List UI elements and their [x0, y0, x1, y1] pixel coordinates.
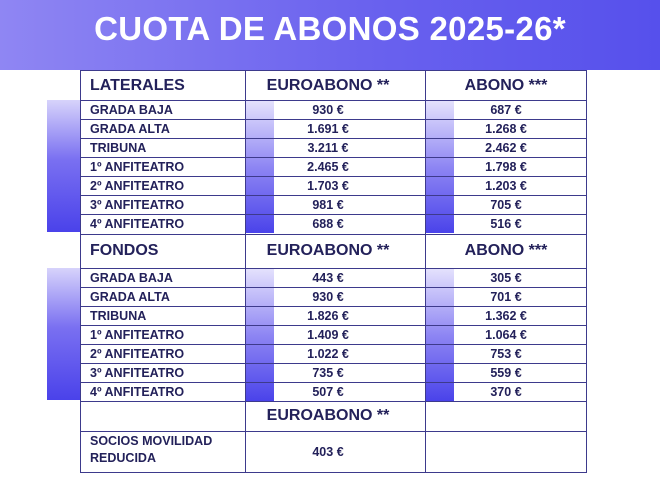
euroabono-price: 688 €	[312, 217, 344, 231]
table-row	[81, 158, 586, 177]
section-header-fondos: FONDOS	[90, 242, 159, 259]
abono-price: 705 €	[490, 198, 522, 212]
column-header-euroabono-movilidad: EUROABONO **	[266, 407, 390, 424]
section-header-laterales: LATERALES	[90, 77, 185, 94]
table-row	[81, 269, 586, 288]
price-table	[80, 70, 587, 473]
zone-name: 1º ANFITEATRO	[90, 160, 185, 174]
column-header-euroabono: EUROABONO **	[266, 77, 390, 94]
table-row	[81, 307, 586, 326]
movilidad-euroabono-value: 403 €	[312, 445, 344, 459]
zone-name: GRADA ALTA	[90, 122, 170, 136]
abono-price: 687 €	[490, 103, 522, 117]
table-row	[81, 345, 586, 364]
euroabono-price: 443 €	[312, 271, 344, 285]
abono-price: 1.268 €	[485, 122, 527, 136]
abono-price: 1.362 €	[485, 309, 527, 323]
table-row	[81, 177, 586, 196]
euroabono-price: 981 €	[312, 198, 344, 212]
table-row	[81, 139, 586, 158]
zone-name: 2º ANFITEATRO	[90, 347, 185, 361]
euroabono-price: 1.703 €	[307, 179, 349, 193]
zone-name: 2º ANFITEATRO	[90, 179, 185, 193]
euroabono-price: 930 €	[312, 290, 344, 304]
section-divider	[81, 431, 586, 432]
zone-name: GRADA BAJA	[90, 271, 173, 285]
abono-price: 1.203 €	[485, 179, 527, 193]
page-title: CUOTA DE ABONOS 2025-26*	[94, 10, 566, 47]
euroabono-price: 1.826 €	[307, 309, 349, 323]
table-row	[81, 364, 586, 383]
zone-name: TRIBUNA	[90, 141, 147, 155]
abono-price: 370 €	[490, 385, 522, 399]
zone-name: 3º ANFITEATRO	[90, 366, 185, 380]
euroabono-price: 1.691 €	[307, 122, 349, 136]
table-row	[81, 288, 586, 307]
table-row	[81, 196, 586, 215]
euroabono-price: 1.022 €	[307, 347, 349, 361]
euroabono-price: 507 €	[312, 385, 344, 399]
euroabono-price: 735 €	[312, 366, 344, 380]
zone-name: 4º ANFITEATRO	[90, 385, 185, 399]
euroabono-price: 930 €	[312, 103, 344, 117]
table-row	[81, 101, 586, 120]
abono-price: 559 €	[490, 366, 522, 380]
euroabono-price: 3.211 €	[307, 141, 349, 155]
euroabono-price: 1.409 €	[307, 328, 349, 342]
side-band-fondos	[47, 268, 81, 400]
abono-price: 753 €	[490, 347, 522, 361]
movilidad-label: SOCIOS MOVILIDAD REDUCIDA	[90, 434, 213, 465]
abono-price: 1.064 €	[485, 328, 527, 342]
zone-name: TRIBUNA	[90, 309, 147, 323]
column-header-abono: ABONO ***	[464, 77, 548, 94]
zone-name: 1º ANFITEATRO	[90, 328, 185, 342]
abono-price: 516 €	[490, 217, 522, 231]
section-divider	[81, 234, 586, 235]
zone-name: GRADA BAJA	[90, 103, 173, 117]
abono-price: 1.798 €	[485, 160, 527, 174]
table-row	[81, 120, 586, 139]
abono-price: 2.462 €	[485, 141, 527, 155]
column-header-euroabono: EUROABONO **	[266, 242, 390, 259]
table-row	[81, 326, 586, 345]
table-row	[81, 215, 586, 234]
zone-name: 3º ANFITEATRO	[90, 198, 185, 212]
zone-name: 4º ANFITEATRO	[90, 217, 185, 231]
side-band-laterales	[47, 100, 81, 232]
table-row	[81, 383, 586, 402]
abono-price: 701 €	[490, 290, 522, 304]
euroabono-price: 2.465 €	[307, 160, 349, 174]
zone-name: GRADA ALTA	[90, 290, 170, 304]
column-header-abono: ABONO ***	[464, 242, 548, 259]
title-banner	[0, 0, 660, 70]
abono-price: 305 €	[490, 271, 522, 285]
